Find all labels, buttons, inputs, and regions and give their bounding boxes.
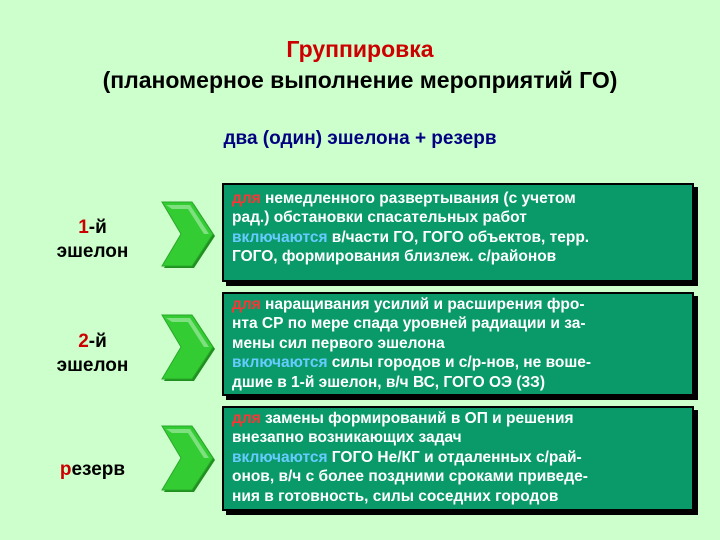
- row-label-reserve: [40, 458, 145, 482]
- chevron-arrow-icon: [160, 425, 218, 495]
- row-label-echelon-2: [40, 330, 145, 378]
- box-line: включаются в/части ГО, ГОГО объектов, терр.: [232, 228, 590, 246]
- slide-title: [0, 34, 720, 96]
- label-text: -й: [88, 217, 107, 238]
- box-line: онов, в/ч с более поздними сроками приведе-: [232, 468, 588, 486]
- label-text: езерв: [71, 459, 126, 480]
- subtitle: два (один) эшелона + резерв: [223, 128, 497, 149]
- label-accent: р: [59, 459, 72, 480]
- title-line-1: Группировка: [286, 36, 434, 62]
- box-line: включаются ГОГО Не/КГ и отдаленных с/рай-: [232, 448, 582, 466]
- label-text: -й: [88, 331, 107, 352]
- box-line: ГОГО, формирования близлеж. с/районов: [232, 248, 557, 266]
- box-line: для наращивания усилий и расширения фро-: [232, 296, 585, 313]
- label-line-2: эшелон: [56, 355, 129, 376]
- box-line: дшие в 1-й эшелон, в/ч ВС, ГОГО ОЭ (3З): [232, 373, 546, 391]
- box-line: включаются силы городов и с/р-нов, не воше-: [232, 354, 592, 372]
- label-line-2: эшелон: [56, 241, 129, 262]
- box-line: ния в готовность, силы соседних городов: [232, 487, 559, 505]
- box-line: для замены формирований в ОП и решения: [232, 410, 574, 427]
- description-box-echelon-1: [222, 183, 694, 282]
- label-accent: 2: [78, 331, 89, 352]
- box-line: нта СР по мере спада уровней радиации и за-: [232, 315, 586, 333]
- label-accent: 1: [78, 217, 89, 238]
- description-box-reserve: [222, 406, 694, 511]
- description-box-echelon-2: [222, 292, 694, 396]
- box-line: для немедленного развертывания (с учетом: [232, 190, 576, 207]
- box-line: внезапно возникающих задач: [232, 429, 462, 447]
- box-line: мены сил первого эшелона: [232, 334, 445, 352]
- chevron-arrow-icon: [160, 201, 218, 271]
- title-line-2: (планомерное выполнение мероприятий ГО): [102, 67, 618, 93]
- row-label-echelon-1: [40, 216, 145, 264]
- box-line: рад.) обстановки спасательных работ: [232, 209, 527, 227]
- chevron-arrow-icon: [160, 314, 218, 384]
